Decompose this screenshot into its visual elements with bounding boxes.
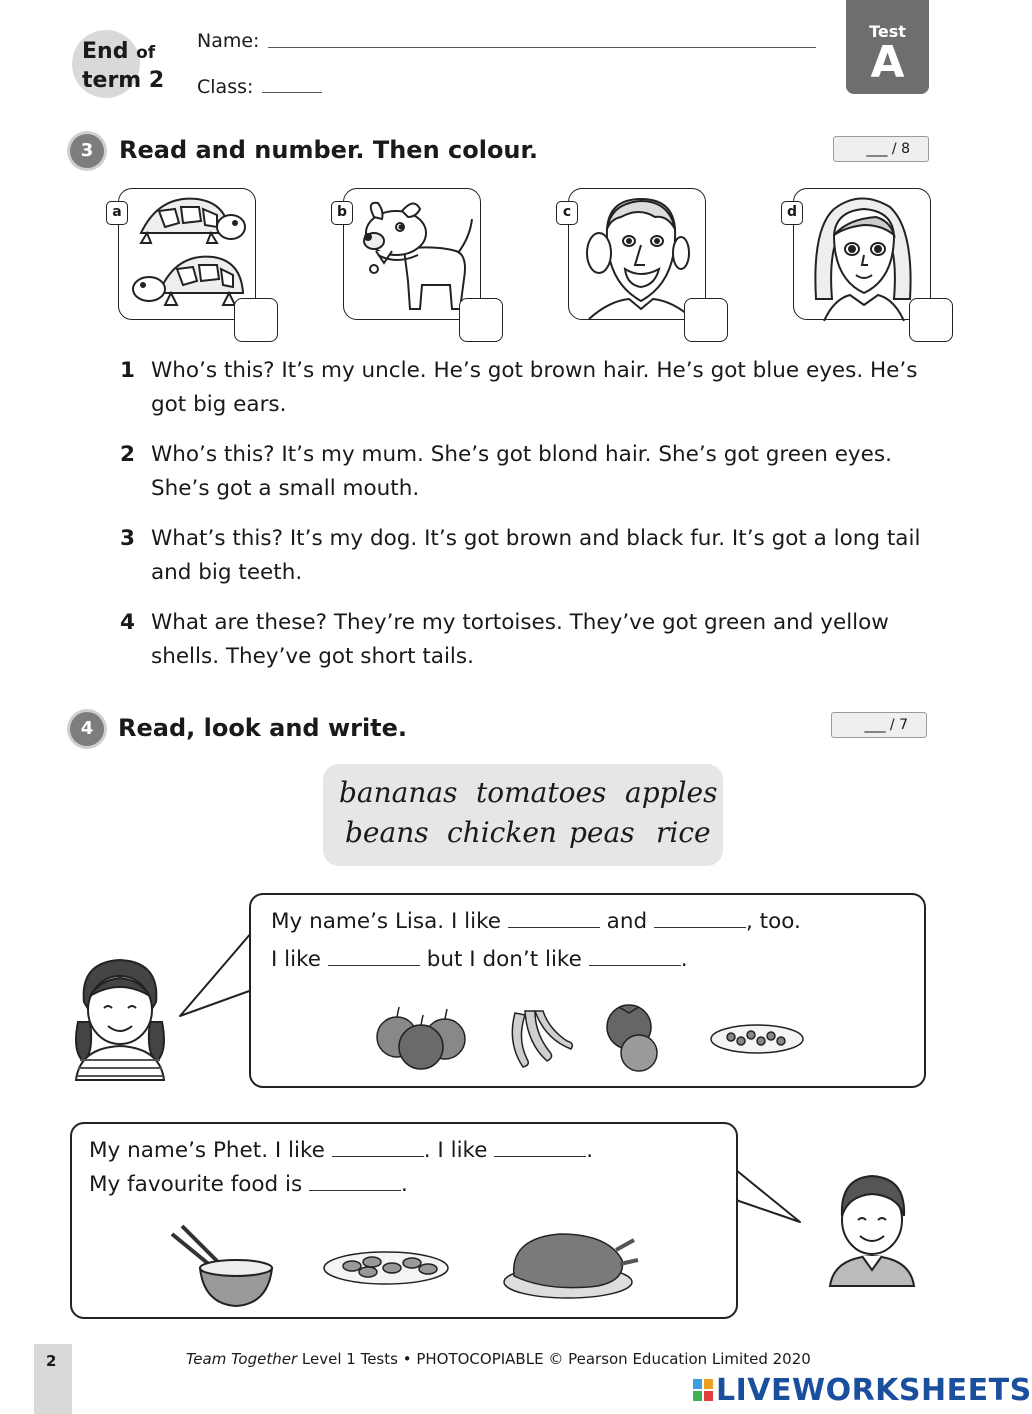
test-letter: A (870, 37, 905, 88)
lisa-line-1-a: My name’s Lisa. I like (271, 909, 501, 934)
phet-blank-2[interactable] (494, 1139, 586, 1157)
apples-icon (377, 1007, 465, 1069)
lisa-line-2-a: I like (271, 947, 322, 972)
sentence-4-text: What are these? They’re my tortoises. They’ve got green and yellow shells. They’ve got short tails. (151, 610, 889, 669)
word-tomatoes: tomatoes (476, 776, 607, 809)
phet-line-1-b: . I like (423, 1138, 488, 1163)
lisa-line-2-b: but I don’t like (426, 947, 582, 972)
liveworksheets-logo[interactable] (692, 1373, 1032, 1408)
word-peas: peas (569, 816, 635, 849)
phet-line-1 (89, 1138, 593, 1163)
lisa-bubble-tail (176, 930, 256, 1020)
word-rice: rice (656, 816, 711, 849)
bananas-icon (512, 1011, 572, 1067)
phet-avatar (826, 1170, 918, 1286)
picture-a-answer-box[interactable] (234, 298, 278, 342)
term-badge (72, 30, 172, 102)
phet-line-1-c: . (586, 1138, 594, 1163)
test-label: Test (869, 22, 906, 41)
picture-c-answer-box[interactable] (684, 298, 728, 342)
lisa-line-1 (271, 909, 801, 934)
phet-line-2 (89, 1172, 408, 1197)
phet-line-1-a: My name’s Phet. I like (89, 1138, 325, 1163)
phet-blank-1[interactable] (332, 1139, 424, 1157)
lisa-avatar (70, 952, 170, 1080)
lisa-blank-4[interactable] (589, 948, 681, 966)
picture-b-letter: b (331, 201, 353, 225)
phet-line-2-a: My favourite food is (89, 1172, 303, 1197)
sentence-1-text: Who’s this? It’s my uncle. He’s got brown hair. He’s got blue eyes. He’s got big ears. (151, 358, 918, 417)
word-apples: apples (625, 776, 718, 809)
phet-foods (168, 1220, 648, 1312)
chicken-icon (504, 1234, 638, 1298)
picture-c-letter: c (556, 201, 578, 225)
phet-bubble-tail (734, 1140, 804, 1230)
class-field[interactable] (262, 92, 322, 93)
phet-blank-3[interactable] (309, 1173, 401, 1191)
page-number: 2 (34, 1344, 72, 1414)
picture-b (336, 188, 481, 320)
liveworksheets-text: LIVEWORKSHEETS (716, 1373, 1032, 1408)
sentence-1 (120, 354, 940, 424)
picture-d-answer-box[interactable] (909, 298, 953, 342)
name-label: Name: (197, 30, 260, 52)
lisa-blank-2[interactable] (654, 910, 746, 928)
term-title (82, 38, 164, 94)
term-end: End (82, 39, 129, 64)
phet-speech-bubble (70, 1122, 738, 1319)
exercise-4-title: Read, look and write. (118, 714, 408, 742)
footer-rest: Level 1 Tests • PHOTOCOPIABLE © Pearson Education Limited 2020 (297, 1350, 811, 1368)
lisa-line-1-b: and (606, 909, 648, 934)
sentence-4-number: 4 (120, 610, 135, 635)
phet-line-2-b: . (401, 1172, 408, 1197)
term-of: of (136, 43, 156, 63)
exercise-4-score: ___ / 7 (831, 712, 927, 738)
lisa-line-1-c: , too. (745, 909, 801, 934)
exercise-4-number: 4 (70, 712, 104, 746)
picture-d (786, 188, 931, 320)
sentence-4 (120, 606, 940, 676)
exercise-3-number: 3 (70, 134, 104, 168)
liveworksheets-icon (692, 1377, 714, 1403)
word-beans: beans (345, 816, 429, 849)
tomatoes-icon (607, 1005, 657, 1071)
sentence-3-number: 3 (120, 526, 135, 551)
sentence-2-text: Who’s this? It’s my mum. She’s got blond hair. She’s got green eyes. She’s got a small mouth. (151, 442, 892, 501)
test-tab (846, 0, 929, 94)
picture-d-letter: d (781, 201, 803, 225)
footer-book: Team Together (186, 1350, 298, 1368)
lisa-foods (375, 999, 815, 1075)
sentence-3-text: What’s this? It’s my dog. It’s got brown and black fur. It’s got a long tail and big teeth. (151, 526, 921, 585)
lisa-speech-bubble (249, 893, 926, 1088)
lisa-blank-1[interactable] (508, 910, 600, 928)
picture-a-letter: a (106, 201, 128, 225)
word-box (323, 764, 723, 866)
term-number: term 2 (82, 68, 165, 93)
lisa-blank-3[interactable] (328, 948, 420, 966)
sentence-1-number: 1 (120, 358, 135, 383)
exercise-3-title: Read and number. Then colour. (119, 136, 539, 164)
word-bananas: bananas (339, 776, 458, 809)
class-label: Class: (197, 76, 254, 98)
sentence-3 (120, 522, 940, 592)
footer-credit (186, 1350, 811, 1368)
picture-b-answer-box[interactable] (459, 298, 503, 342)
sentence-2-number: 2 (120, 442, 135, 467)
peas-icon (711, 1025, 803, 1053)
lisa-line-2-c: . (680, 947, 688, 972)
exercise-3-score: ___ / 8 (833, 136, 929, 162)
word-chicken: chicken (447, 816, 557, 849)
beans-icon (324, 1252, 448, 1284)
lisa-line-2 (271, 947, 688, 972)
picture-a (112, 188, 256, 320)
picture-c (562, 188, 706, 320)
name-field[interactable] (268, 47, 816, 48)
sentence-2 (120, 438, 940, 508)
rice-icon (172, 1226, 272, 1306)
